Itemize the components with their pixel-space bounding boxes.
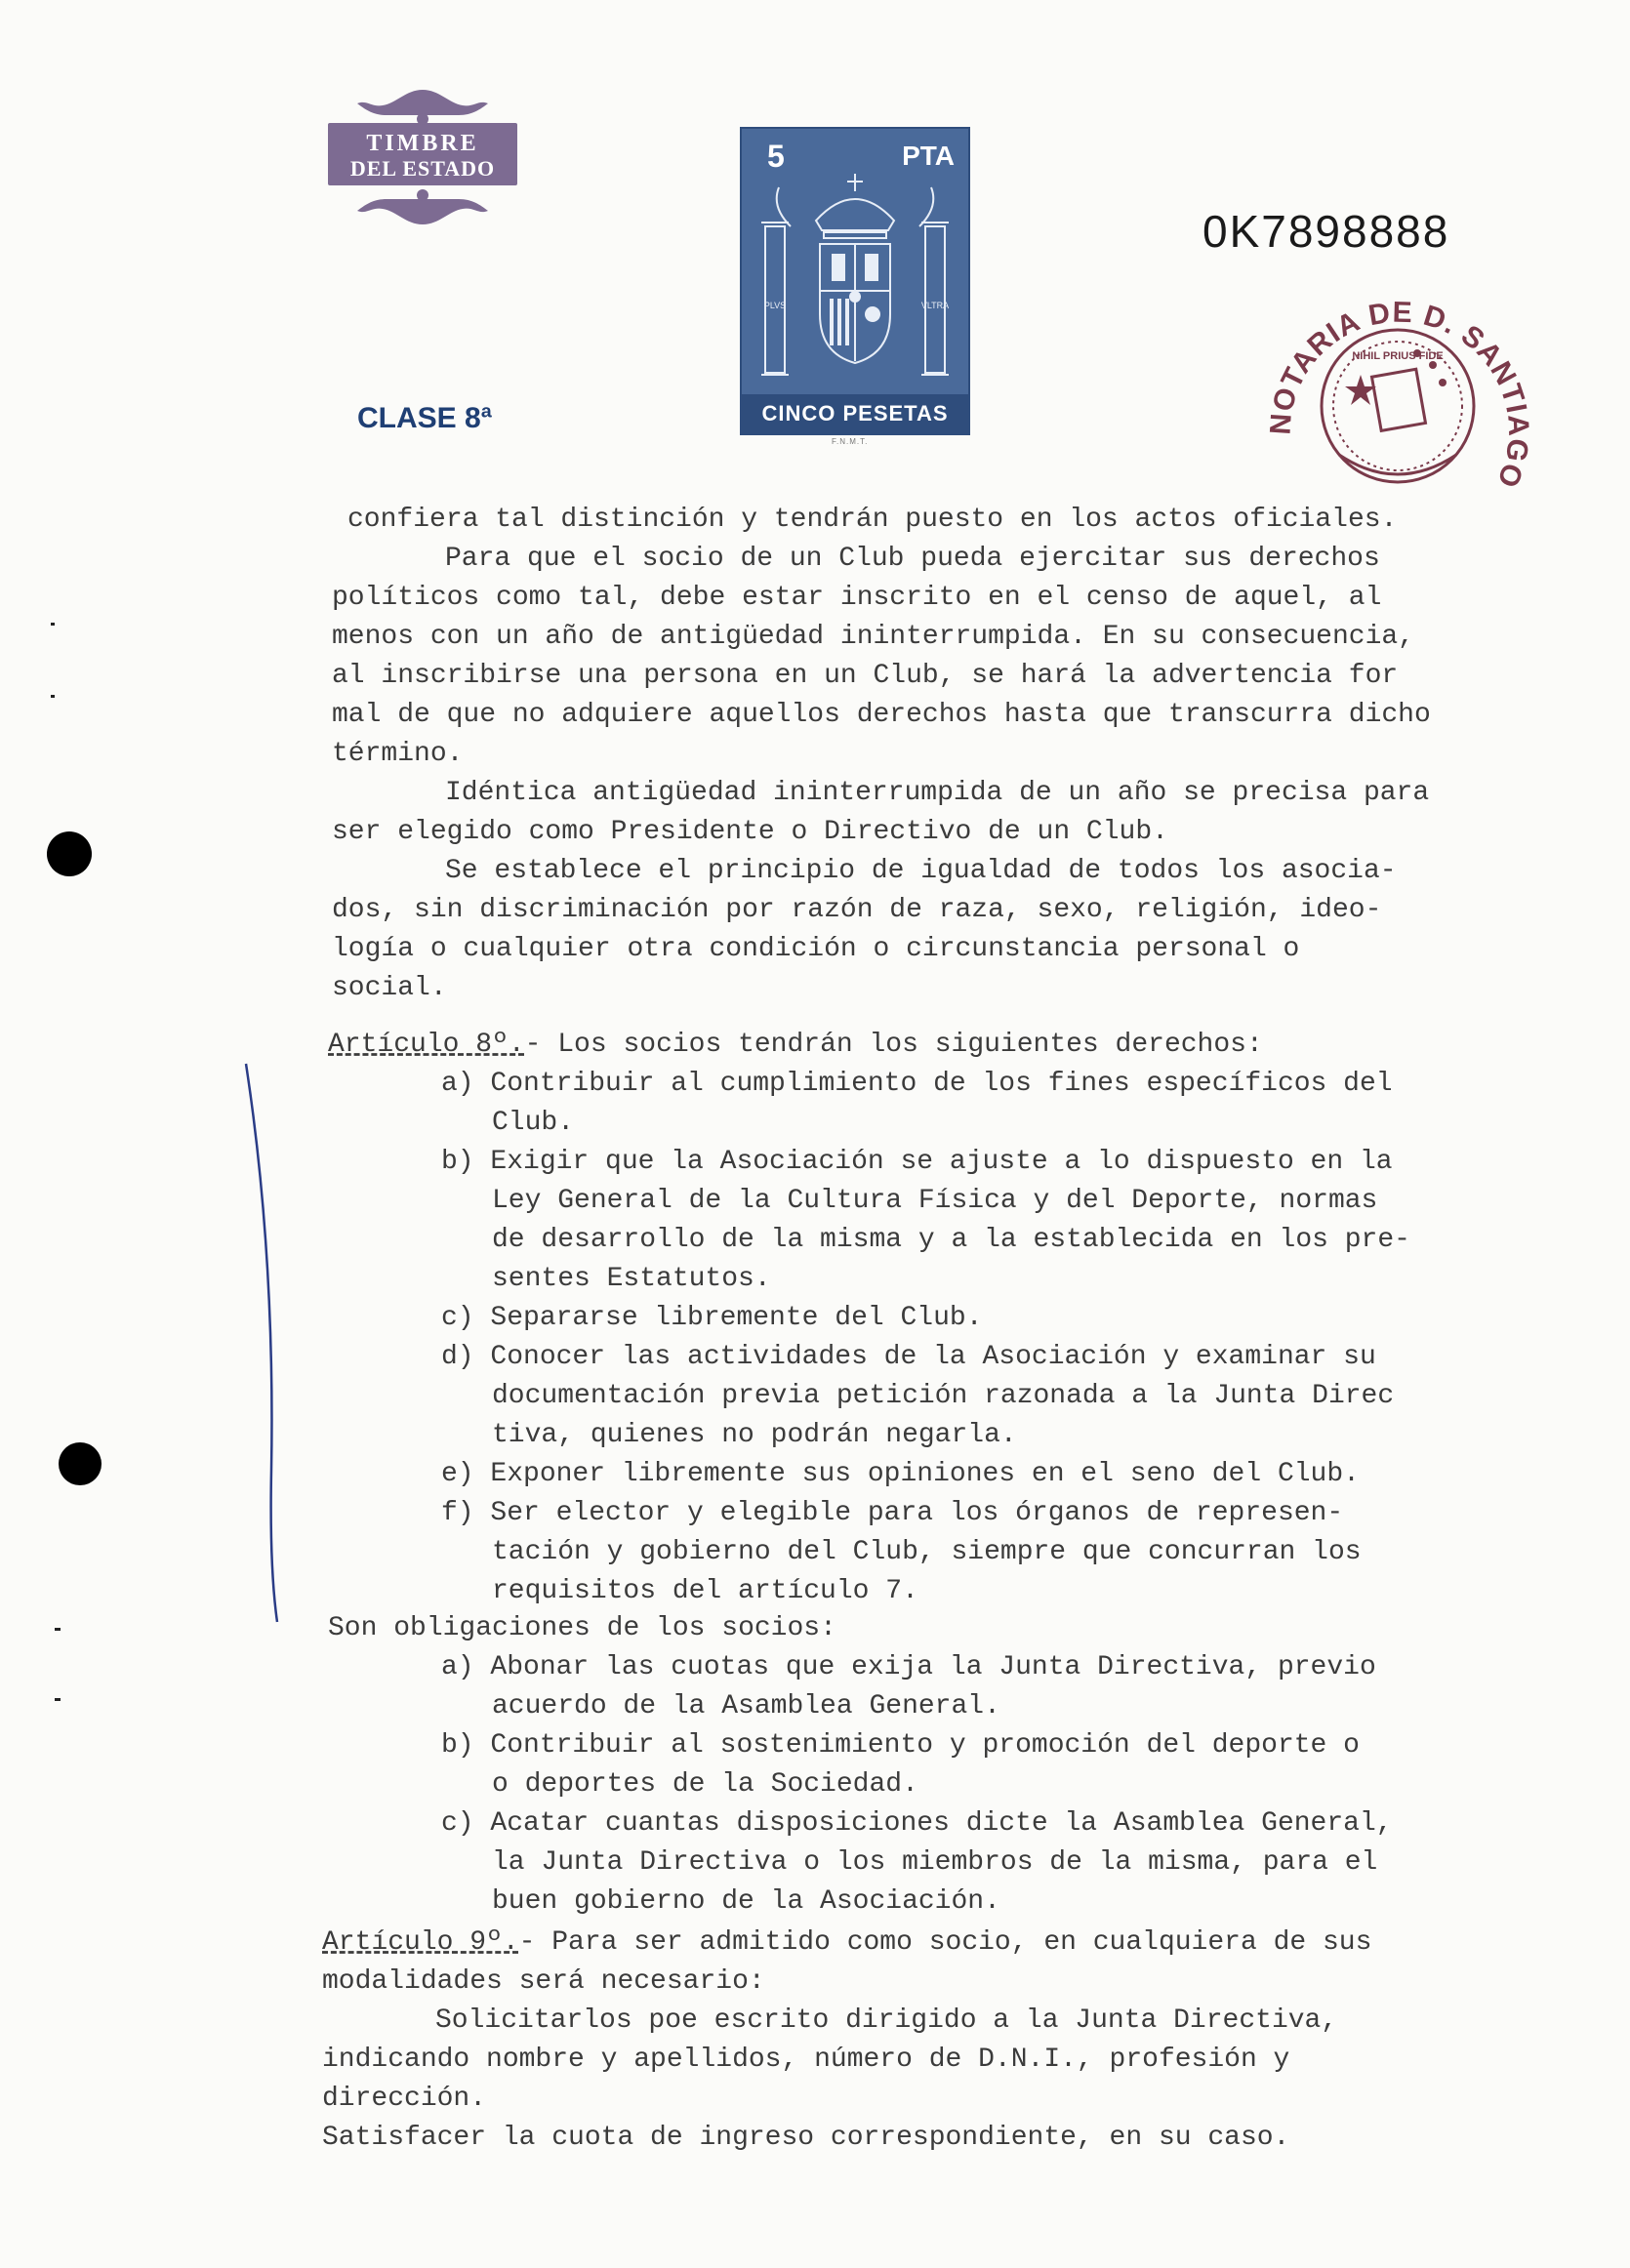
body-line: Para que el socio de un Club pueda ejercitar sus derechos: [445, 544, 1380, 574]
body-line: dos, sin discriminación por razón de raza, sexo, religión, ideo-: [332, 895, 1382, 925]
article-9-line: Solicitarlos poe escrito dirigido a la Junta Directiva,: [435, 2005, 1338, 2036]
obligation-item: a) Abonar las cuotas que exija la Junta Directiva, previo: [441, 1652, 1376, 1682]
article-9-label: Artículo 9º.: [322, 1927, 519, 1958]
body-line: social.: [332, 973, 447, 1003]
obligation-item: c) Acatar cuantas disposiciones dicte la Asamblea General,: [441, 1808, 1393, 1839]
right-item: d) Conocer las actividades de la Asociación y examinar su: [441, 1342, 1376, 1372]
punch-hole: [59, 1442, 102, 1485]
seal-text: [1251, 260, 1534, 493]
body-line: término.: [332, 739, 464, 769]
article-9-line: modalidades será necesario:: [322, 1966, 765, 1997]
right-item: f) Ser elector y elegible para los órganos de represen-: [441, 1498, 1344, 1528]
right-item: requisitos del artículo 7.: [492, 1576, 918, 1606]
article-9-line: indicando nombre y apellidos, número de D.N.I., profesión y: [322, 2045, 1290, 2075]
obligation-item: b) Contribuir al sostenimiento y promoción del deporte o: [441, 1730, 1360, 1761]
obligation-item: acuerdo de la Asamblea General.: [492, 1691, 1000, 1721]
right-item: Ley General de la Cultura Física y del Deporte, normas: [492, 1186, 1378, 1216]
stamp-mint: F.N.M.T.: [832, 437, 869, 446]
right-item: documentación previa petición razonada a la Junta Direc: [492, 1381, 1395, 1411]
margin-mark: [51, 695, 55, 698]
stamp-right-motto: VLTRA: [920, 301, 950, 310]
body-line: mal de que no adquiere aquellos derechos hasta que transcurra dicho: [332, 700, 1431, 730]
body-line: Se establece el principio de igualdad de todos los asocia-: [445, 856, 1397, 886]
right-item: tación y gobierno del Club, siempre que concurran los: [492, 1537, 1362, 1567]
obligation-item: la Junta Directiva o los miembros de la misma, para el: [492, 1847, 1378, 1878]
stamp-unit: PTA: [902, 141, 955, 171]
body-line: ser elegido como Presidente o Directivo de un Club.: [332, 817, 1168, 847]
clase-label: CLASE 8ª: [357, 402, 492, 434]
margin-mark: [51, 623, 55, 626]
obligation-item: buen gobierno de la Asociación.: [492, 1886, 1000, 1917]
fiscal-stamp: [740, 127, 970, 435]
body-line: políticos como tal, debe estar inscrito en el censo de aquel, al: [332, 583, 1382, 613]
article-9-intro: - Para ser admitido como socio, en cualquiera de sus: [518, 1927, 1372, 1958]
seal-text-path: NOTARIA DE D. SANTIAGO: [1264, 296, 1535, 493]
body-line: menos con un año de antigüedad ininterrumpida. En su consecuencia,: [332, 622, 1414, 652]
right-item: de desarrollo de la misma y a la establecida en los pre-: [492, 1225, 1410, 1255]
body-line: confiera tal distinción y tendrán puesto en los actos oficiales.: [347, 505, 1398, 535]
right-item: c) Separarse libremente del Club.: [441, 1303, 983, 1333]
timbre-line2: DEL ESTADO: [349, 156, 496, 181]
seal-motto: NIHIL PRIUS FIDE: [1352, 350, 1444, 362]
right-item: tiva, quienes no podrán negarla.: [492, 1420, 1017, 1450]
stamp-value: 5: [767, 139, 785, 174]
timbre-del-estado-emblem: [328, 86, 517, 228]
right-item: sentes Estatutos.: [492, 1264, 771, 1294]
body-line: al inscribirse una persona en un Club, se hará la advertencia for: [332, 661, 1399, 691]
margin-mark: [55, 1628, 61, 1631]
coat-of-arms-icon: [752, 168, 958, 388]
right-item: Club.: [492, 1108, 575, 1138]
right-item: a) Contribuir al cumplimiento de los fines específicos del: [441, 1069, 1393, 1099]
margin-mark: [55, 1698, 61, 1701]
body-line: logía o cualquier otra condición o circunstancia personal o: [332, 934, 1300, 964]
body-line: Idéntica antigüedad ininterrumpida de un año se precisa para: [445, 778, 1430, 808]
right-item: e) Exponer libremente sus opiniones en el seno del Club.: [441, 1459, 1360, 1489]
article-9-line: dirección.: [322, 2084, 487, 2114]
obligations-title: Son obligaciones de los socios:: [328, 1613, 836, 1643]
punch-hole: [47, 831, 92, 876]
margin-ink-line: [242, 1060, 281, 1626]
timbre-line1: TIMBRE: [366, 131, 479, 156]
article-8-intro: - Los socios tendrán los siguientes derechos:: [524, 1030, 1263, 1060]
article-9-line: Satisfacer la cuota de ingreso correspondiente, en su caso.: [322, 2123, 1290, 2153]
article-8-heading: [328, 1027, 1263, 1064]
article-9-heading: [322, 1924, 1371, 1962]
article-8-label: Artículo 8º.: [328, 1030, 525, 1060]
obligation-item: o deportes de la Sociedad.: [492, 1769, 918, 1800]
serial-number: 0K7898888: [1202, 206, 1450, 257]
right-item: b) Exigir que la Asociación se ajuste a lo dispuesto en la: [441, 1147, 1393, 1177]
stamp-left-motto: PLVS: [763, 301, 787, 310]
stamp-band: CINCO PESETAS: [742, 394, 968, 433]
